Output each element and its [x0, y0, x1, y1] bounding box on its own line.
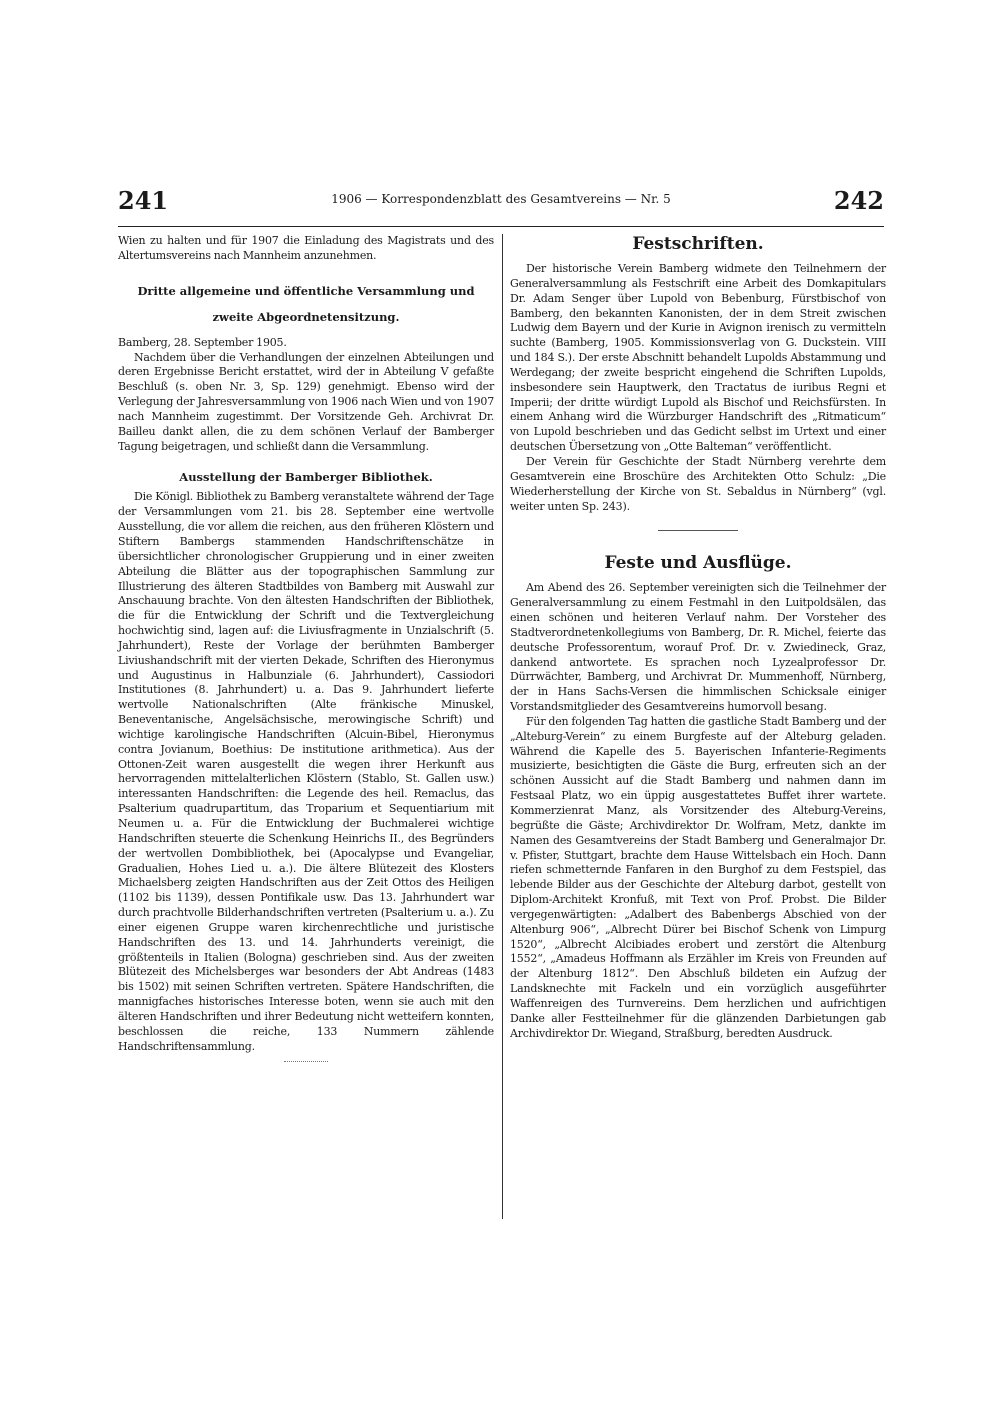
end-ornament — [284, 1061, 328, 1062]
header-rule — [118, 226, 884, 227]
festschriften-paragraph-1: Der historische Verein Bamberg widmete den Teilnehmern der Generalversammlung als Festschrift eine Arbeit des Domkapitulars Dr. Adam Senger über Lupold von Bebenburg, Fürstbischof von Bamberg, den bekannten Kanonisten, der in dem Streit zwischen Ludwig dem Bayern und der Kurie in Avignon irenisch zu vermitteln suchte (Bamberg, 1905. Kommissionsverlag von G. Duckstein. VIII und 184 S.). Der erste Abschnitt behandelt Lupolds Abstammung und Werdegang; der zweite bespricht eingehend die Schriften Lupolds, insbesondere sein Hauptwerk, den Tractatus de iuribus Regni et Imperii; der dritte würdigt Lupold als Bischof und Reichsfürsten. In einem Anhang wird die Würzburger Handschrift des „Ritmaticum“ von Lupold beschrieben und das Gedicht selbst im Urtext und einer deutschen Übersetzung von „Otte Balteman“ veröffentlicht. — [510, 262, 886, 454]
right-column — [510, 234, 886, 1042]
festschriften-paragraph-2: Der Verein für Geschichte der Stadt Nürnberg verehrte dem Gesamtverein eine Broschüre des Architekten Otto Schulz: „Die Wiederherstellung der Kirche von St. Sebaldus in Nürnberg“ (vgl. weiter unten Sp. 243). — [510, 454, 886, 513]
feste-paragraph-2: Für den folgenden Tag hatten die gastliche Stadt Bamberg und der „Alteburg-Verein“ zu einem Burgfeste auf der Alteburg geladen. Während die Kapelle des 5. Bayerischen Infanterie-Regiments musizierte, besichtigten die Gäste die Burg, erfreuten sich an der schönen Aussicht auf die Stadt Bamberg und nahmen dann im Festsaal Platz, wo ein üppig ausgestattetes Buffet ihrer wartete. Kommerzienrat Manz, als Vorsitzender des Alteburg-Vereins, begrüßte die Gäste; Archivdirektor Dr. Wolfram, Metz, dankte im Namen des Gesamtvereins der Stadt Bamberg und Generalmajor Dr. v. Pfister, Stuttgart, brachte dem Hause Wittelsbach ein Hoch. Dann riefen schmetternde Fanfaren in den Burghof zu dem Festspiel, das lebende Bilder aus der Geschichte der Alteburg darbot, gestellt von Diplom-Architekt Kronfuß, mit Text von Prof. Probst. Die Bilder vergegenwärtigten: „Adalbert des Babenbergs Abschied von der Altenburg 906“, „Albrecht Dürer bei Bischof Schenk von Limpurg 1520“, „Albrecht Alcibiades erobert und zerstört die Altenburg 1552“, „Amadeus Hoffmann als Erzähler im Kreis von Freunden auf der Altenburg 1812“. Den Abschluß bildeten ein Aufzug der Landsknechte mit Fackeln und ein vorzüglich ausgeführter Waffenreigen des Turnvereins. Dem herzlichen und aufrichtigen Danke aller Festteilnehmer für die glänzenden Darbietungen gab Archivdirektor Dr. Wiegand, Straßburg, beredten Ausdruck. — [510, 714, 886, 1040]
page-header — [118, 186, 884, 220]
versammlung-paragraph: Nachdem über die Verhandlungen der einzelnen Abteilungen und deren Ergebnisse Bericht erstattet, wird der in Abteilung V gefaßte Beschluß (s. oben Nr. 3, Sp. 129) genehmigt. Ebenso wird der Verlegung der Jahresversammlung von 1906 nach Wien und von 1907 nach Mannheim zugestimmt. Der Vorsitzende Geh. Archivrat Dr. Bailleu dankt allen, die zu dem schönen Verlauf der Bamberger Tagung beigetragen, und schließt dann die Versammlung. — [118, 350, 494, 453]
section-separator — [658, 530, 738, 531]
section-heading-festschriften: Festschriften. — [632, 234, 764, 254]
right-page-number: 242 — [833, 186, 884, 215]
section-date: Bamberg, 28. September 1905. — [118, 335, 287, 349]
running-title: 1906 — Korrespondenzblatt des Gesamtvereins — Nr. 5 — [331, 192, 671, 206]
feste-paragraph-1: Am Abend des 26. September vereinigten sich die Teilnehmer der Generalversammlung zu einem Festmahl in den Luitpoldsälen, das einen schönen und heiteren Verlauf nahm. Der Vorsteher des Stadtverordnetenkollegiums von Bamberg, Dr. R. Michel, feierte das deutsche Professorentum, worauf Prof. Dr. v. Zwiedineck, Graz, dankend antwortete. Es sprachen noch Lyzealprofessor Dr. Dürrwächter, Bamberg, und Archivrat Dr. Mummenhoff, Nürnberg, der in Hans Sachs-Versen die himmlischen Schicksale einiger Vorstandsmitglieder des Gesamtvereins humorvoll besang. — [510, 581, 886, 714]
section-heading-feste: Feste und Ausflüge. — [604, 553, 792, 574]
section-heading-ausstellung: Ausstellung der Bamberger Bibliothek. — [179, 470, 433, 485]
ausstellung-paragraph: Die Königl. Bibliothek zu Bamberg veranstaltete während der Tage der Versammlungen vom 21. bis 28. September eine wertvolle Ausstellung, die vor allem die reichen, aus den früheren Klöstern und Stiftern Bambergs stammenden Handschriftenschätze in übersichtlicher chronologischer Gruppierung und in einer zweiten Abteilung die Blätter aus der topographischen Sammlung zur Illustrierung des älteren Stadtbildes von Bamberg mit Auswahl zur Anschauung brachte. Von den ältesten Handschriften der Bibliothek, die für die Entwicklung der Schrift und die Textvergleichung hochwichtig sind, lagen auf: die Liviusfragmente in Unzialschrift (5. Jahrhundert), Reste der Vorlage der berühmten Bamberger Liviushandschrift mit der vierten Dekade, Schriften des Hieronymus und Augustinus in Halbunziale (6. Jahrhundert), Cassiodori Institutiones (8. Jahrhundert) u. a. Das 9. Jahrhundert lieferte wertvolle Nationalschriften (Alte fränkische Minuskel, Beneventanische, Angelsächsische, merowingische Schrift) und wichtige karolingische Handschriften (Alcuin-Bibel, Hieronymus contra Jovianum, Boethius: De institutione arithmetica). Aus der Ottonen-Zeit waren ausgestellt die wegen ihrer Herkunft aus hervorragenden mittelalterlichen Klöstern (Stablo, St. Gallen usw.) interessanten Handschriften: die Legende des heil. Remaclus, das Psalterium quadrupartitum, das Troparium et Sequentiarium mit Neumen u. a. Für die Entwicklung der Buchmalerei wichtige Handschriften steuerte die Schenkung Heinrichs II., des Begründers der wertvollen Dombibliothek, bei (Apocalypse und Evangeliar, Gradualien, Hohes Lied u. a.). Die ältere Blütezeit des Klosters Michaelsberg zeigten Handschriften aus der Zeit Ottos des Heiligen (1102 bis 1139), dessen Pontifikale usw. Das 13. Jahrhundert war durch prachtvolle Bilderhandschriften vertreten (Psalterium u. a.). Zu einer eigenen Gruppe waren kirchenrechtliche und juristische Handschriften des 13. und 14. Jahrhunderts vereinigt, die größtenteils in Italien (Bologna) geschrieben sind. Aus der zweiten Blütezeit des Michelsberges war besonders der Abt Andreas (1483 bis 1502) mit seinen Schriften vertreten. Spätere Handschriften, die mannigfaches historisches Interesse boten, wenn sie auch mit den älteren Handschriften und ihrer Bedeutung nicht wetteifern konnten, beschlossen die reiche, 133 Nummern zählende Handschriftensammlung. — [118, 490, 494, 1053]
left-page-number: 241 — [118, 186, 169, 215]
column-divider — [502, 234, 503, 1219]
section-heading-versammlung: Dritte allgemeine und öffentliche Versammlung und zweite Abgeordnetensitzung. — [137, 283, 475, 324]
left-column — [118, 234, 494, 1062]
intro-paragraph: Wien zu halten und für 1907 die Einladung des Magistrats und des Altertumsvereins nach Mannheim anzunehmen. — [118, 234, 494, 262]
